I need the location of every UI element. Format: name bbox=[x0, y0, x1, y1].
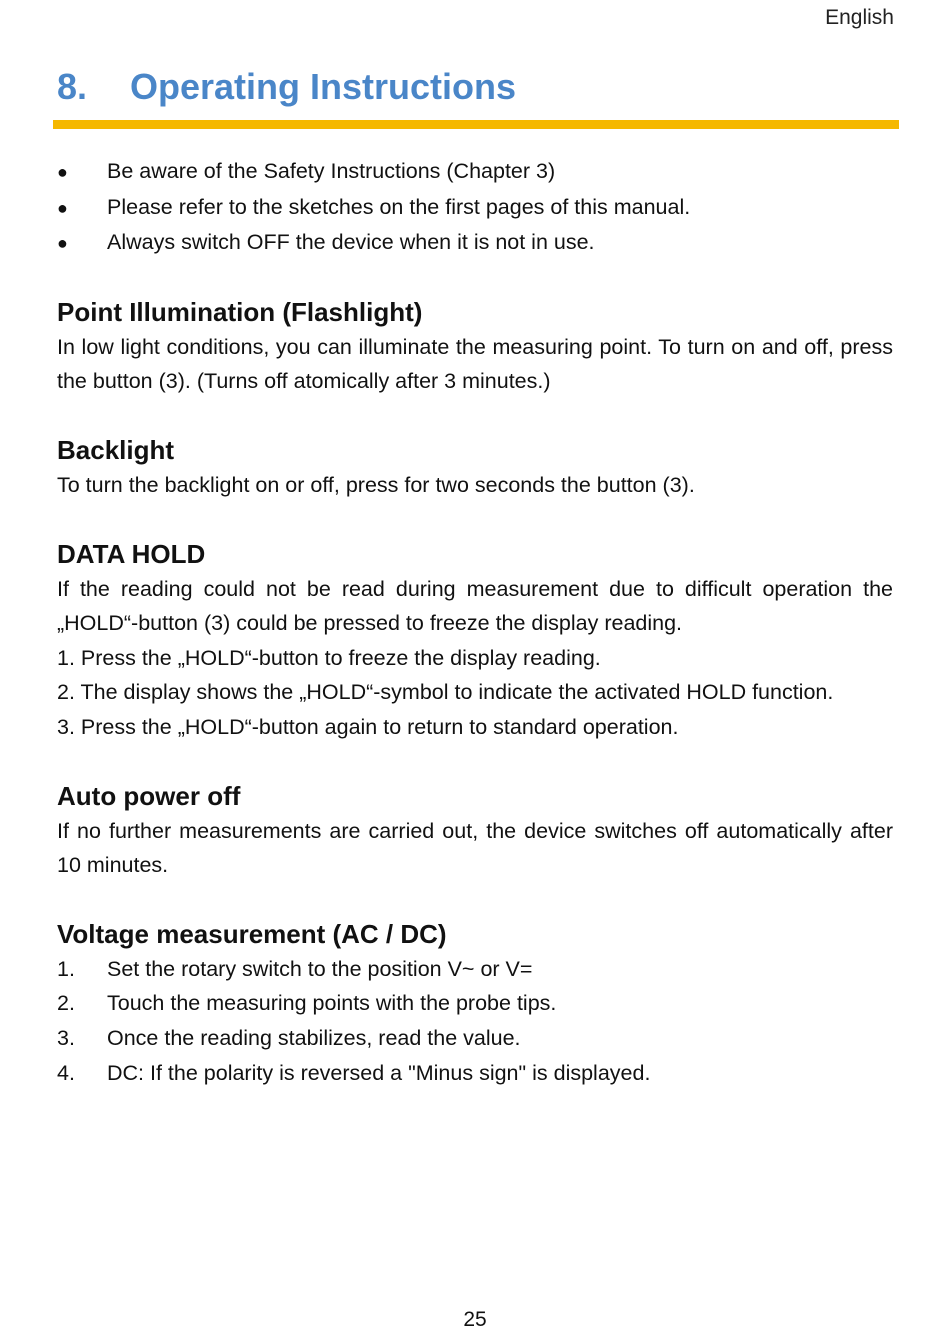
bullet-icon: ● bbox=[57, 233, 68, 254]
list-item bbox=[57, 225, 893, 261]
step-text: Touch the measuring points with the probe tips. bbox=[107, 991, 557, 1016]
intro-bullet-list bbox=[57, 154, 893, 261]
step-item: 1. Press the „HOLD“-button to freeze the display reading. bbox=[57, 645, 601, 670]
step-number: 3. bbox=[57, 1025, 75, 1050]
step-number: 2. bbox=[57, 991, 75, 1016]
bullet-icon: ● bbox=[57, 197, 68, 218]
section-voltage bbox=[57, 916, 893, 1090]
step-item: 2. The display shows the „HOLD“-symbol to indicate the activated HOLD function. bbox=[57, 680, 834, 705]
chapter-heading bbox=[57, 66, 899, 108]
section-flashlight bbox=[57, 294, 893, 399]
bullet-icon: ● bbox=[57, 162, 68, 182]
section-data-hold bbox=[57, 536, 893, 745]
section-body: If no further measurements are carried out, the device switches off automatically after 10 minutes. bbox=[57, 818, 893, 878]
step-number: 4. bbox=[57, 1060, 75, 1085]
step-text: Once the reading stabilizes, read the value. bbox=[107, 1025, 521, 1050]
step-text: Set the rotary switch to the position V~ or V= bbox=[107, 956, 533, 981]
list-item bbox=[57, 1056, 893, 1091]
section-body: To turn the backlight on or off, press for two seconds the button (3). bbox=[57, 472, 695, 497]
list-item bbox=[57, 190, 893, 226]
chapter-number: 8. bbox=[57, 66, 88, 107]
heading-divider bbox=[53, 120, 899, 129]
section-heading: Backlight bbox=[57, 434, 175, 465]
language-label: English bbox=[825, 6, 894, 29]
list-item bbox=[57, 154, 893, 190]
step-number: 1. bbox=[57, 956, 75, 981]
data-hold-steps bbox=[57, 641, 893, 745]
page-number: 25 bbox=[463, 1308, 487, 1331]
bullet-text: Please refer to the sketches on the first pages of this manual. bbox=[107, 194, 691, 219]
section-heading: Point Illumination (Flashlight) bbox=[57, 296, 423, 327]
section-backlight bbox=[57, 432, 893, 503]
chapter-title: Operating Instructions bbox=[130, 66, 517, 107]
section-body: In low light conditions, you can illuminate the measuring point. To turn on and off, press the button (3). (Turns off atomically after 3 minutes.) bbox=[57, 334, 893, 394]
list-item bbox=[57, 952, 893, 987]
voltage-steps bbox=[57, 952, 893, 1090]
list-item bbox=[57, 1021, 893, 1056]
page-content bbox=[57, 154, 893, 1090]
section-heading: Auto power off bbox=[57, 780, 241, 811]
step-item: 3. Press the „HOLD“-button again to return to standard operation. bbox=[57, 714, 679, 739]
step-text: DC: If the polarity is reversed a "Minus sign" is displayed. bbox=[107, 1060, 651, 1085]
bullet-text: Always switch OFF the device when it is not in use. bbox=[107, 230, 595, 255]
section-body: If the reading could not be read during measurement due to difficult operation the „HOLD“-button (3) could be pressed to freeze the display reading. bbox=[57, 576, 893, 636]
section-heading: Voltage measurement (AC / DC) bbox=[57, 918, 447, 949]
section-auto-power-off bbox=[57, 778, 893, 883]
section-heading: DATA HOLD bbox=[57, 538, 206, 569]
list-item bbox=[57, 986, 893, 1021]
bullet-text: Be aware of the Safety Instructions (Chapter 3) bbox=[107, 159, 556, 183]
